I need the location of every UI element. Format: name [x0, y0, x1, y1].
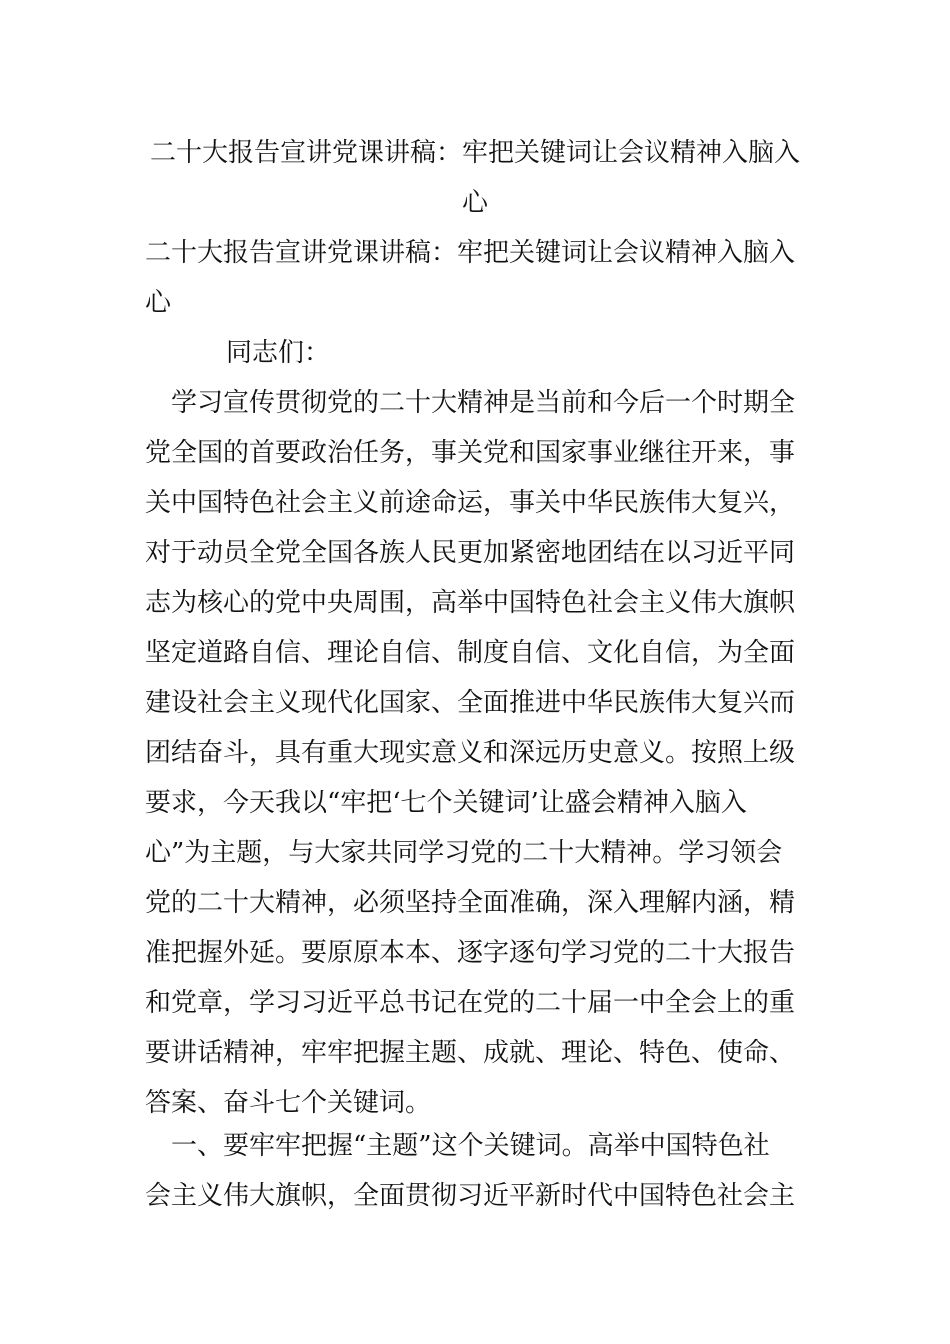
- paragraph-line: 要求，今天我以“牢把‘七个关键词’让盛会精神入脑入: [145, 788, 747, 818]
- paragraph-line: 建设社会主义现代化国家、全面推进中华民族伟大复兴而: [145, 688, 796, 718]
- subtitle-line-1: 二十大报告宣讲党课讲稿：牢把关键词让会议精神入脑入: [145, 238, 796, 268]
- paragraph-line: 党全国的首要政治任务，事关党和国家事业继往开来，事: [145, 438, 796, 468]
- subtitle-line-2: 心: [145, 288, 172, 318]
- title-line-2: 心: [461, 188, 488, 218]
- document-title: [145, 128, 805, 228]
- paragraph-line: 一、要牢牢把握“主题”这个关键词。高举中国特色社: [145, 1131, 770, 1161]
- paragraph-line: 要讲话精神，牢牢把握主题、成就、理论、特色、使命、: [145, 1038, 796, 1068]
- paragraph-line: 志为核心的党中央周围，高举中国特色社会主义伟大旗帜: [145, 588, 796, 618]
- paragraph-line: 心”为主题，与大家共同学习党的二十大精神。学习领会: [145, 838, 783, 868]
- paragraph-line: 会主义伟大旗帜，全面贯彻习近平新时代中国特色社会主: [145, 1181, 796, 1211]
- paragraph-line: 答案、奋斗七个关键词。: [145, 1088, 432, 1118]
- title-line-1: 二十大报告宣讲党课讲稿：牢把关键词让会议精神入脑入: [149, 138, 800, 168]
- paragraph-section-one: [145, 1121, 805, 1221]
- paragraph-line: 党的二十大精神，必须坚持全面准确，深入理解内涵，精: [145, 888, 796, 918]
- paragraph-intro: [145, 378, 805, 1128]
- paragraph-line: 坚定道路自信、理论自信、制度自信、文化自信，为全面: [145, 638, 796, 668]
- paragraph-line: 准把握外延。要原原本本、逐字逐句学习党的二十大报告: [145, 938, 796, 968]
- paragraph-line: 团结奋斗，具有重大现实意义和深远历史意义。按照上级: [145, 738, 796, 768]
- greeting: 同志们：: [226, 338, 331, 368]
- document-subtitle: [145, 228, 805, 328]
- paragraph-line: 学习宣传贯彻党的二十大精神是当前和今后一个时期全: [145, 388, 796, 418]
- paragraph-line: 对于动员全党全国各族人民更加紧密地团结在以习近平同: [145, 538, 796, 568]
- paragraph-line: 和党章，学习习近平总书记在党的二十届一中全会上的重: [145, 988, 796, 1018]
- paragraph-line: 关中国特色社会主义前途命运，事关中华民族伟大复兴，: [145, 488, 796, 518]
